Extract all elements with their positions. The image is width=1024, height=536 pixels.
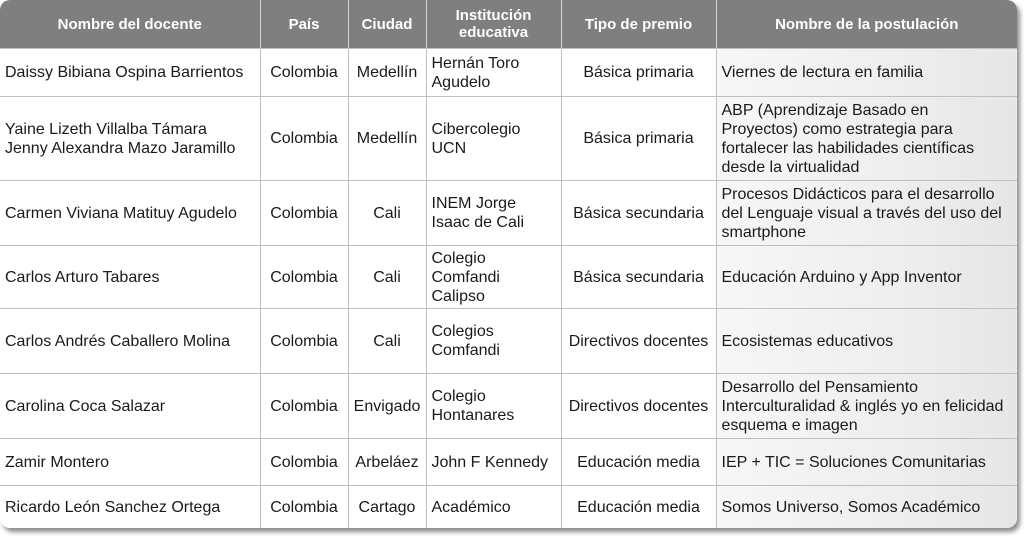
cell-institucion-line: Colegios bbox=[431, 323, 494, 340]
cell-postulacion-line: Educación Arduino y App Inventor bbox=[721, 268, 962, 286]
cell-premio: Básica secundaria bbox=[561, 246, 716, 309]
cell-postulacion-line: esquema e imagen bbox=[721, 416, 858, 434]
cell-institucion bbox=[426, 439, 561, 486]
cell-pais: Colombia bbox=[260, 439, 348, 486]
cell-docente-line: Carlos Arturo Tabares bbox=[5, 268, 160, 286]
cell-premio: Educación media bbox=[561, 486, 716, 529]
table-row bbox=[0, 439, 1017, 486]
cell-pais: Colombia bbox=[260, 374, 348, 439]
cell-institucion-line: Agudelo bbox=[431, 73, 491, 91]
cell-postulacion-line: Procesos Didácticos para el desarrollo bbox=[721, 185, 995, 203]
cell-docente bbox=[0, 374, 260, 439]
cell-postulacion-line: IEP + TIC = Soluciones Comunitarias bbox=[721, 453, 986, 471]
cell-postulacion bbox=[716, 439, 1017, 486]
cell-docente-line: Carlos Andrés Caballero Molina bbox=[5, 332, 230, 350]
header-postulacion: Nombre de la postulación bbox=[716, 0, 1017, 49]
table-row bbox=[0, 374, 1017, 439]
table-row bbox=[0, 309, 1017, 374]
cell-institucion bbox=[426, 246, 561, 309]
table-row bbox=[0, 97, 1017, 181]
cell-postulacion bbox=[716, 246, 1017, 309]
cell-docente bbox=[0, 246, 260, 309]
cell-institucion-line: Comfandi bbox=[431, 342, 500, 359]
cell-docente bbox=[0, 181, 260, 246]
cell-docente-line: Carmen Viviana Matituy Agudelo bbox=[5, 204, 237, 222]
cell-docente-line: Zamir Montero bbox=[5, 453, 110, 471]
cell-premio: Básica primaria bbox=[561, 97, 716, 181]
cell-institucion-line: Hontanares bbox=[431, 407, 515, 424]
cell-institucion-line: Cibercolegio bbox=[431, 120, 521, 138]
cell-postulacion bbox=[716, 309, 1017, 374]
table-header bbox=[0, 0, 1017, 49]
cell-institucion bbox=[426, 486, 561, 529]
cell-ciudad: Cartago bbox=[348, 486, 426, 529]
cell-postulacion-line: Proyectos) como estrategia para bbox=[721, 120, 953, 138]
cell-pais: Colombia bbox=[260, 309, 348, 374]
cell-institucion-line: Calipso bbox=[431, 287, 485, 305]
cell-institucion-line: Académico bbox=[431, 498, 511, 516]
cell-ciudad: Arbeláez bbox=[348, 439, 426, 486]
header-row bbox=[0, 0, 1017, 49]
cell-pais: Colombia bbox=[260, 246, 348, 309]
cell-docente-line: Carolina Coca Salazar bbox=[5, 397, 166, 415]
cell-postulacion bbox=[716, 181, 1017, 246]
cell-institucion-line: Hernán Toro bbox=[431, 54, 520, 72]
cell-premio: Directivos docentes bbox=[561, 309, 716, 374]
cell-postulacion bbox=[716, 374, 1017, 439]
cell-docente bbox=[0, 486, 260, 529]
cell-postulacion-line: Desarrollo del Pensamiento bbox=[721, 378, 919, 396]
cell-docente bbox=[0, 309, 260, 374]
header-docente: Nombre del docente bbox=[0, 0, 260, 49]
cell-institucion bbox=[426, 97, 561, 181]
cell-pais: Colombia bbox=[260, 97, 348, 181]
header-pais: País bbox=[260, 0, 348, 49]
cell-postulacion-line: Ecosistemas educativos bbox=[721, 332, 894, 350]
table-row bbox=[0, 486, 1017, 529]
cell-docente-line: Daissy Bibiana Ospina Barrientos bbox=[5, 64, 244, 81]
cell-premio: Educación media bbox=[561, 439, 716, 486]
cell-postulacion-line: Viernes de lectura en familia bbox=[721, 64, 924, 81]
cell-postulacion bbox=[716, 97, 1017, 181]
cell-institucion-line: UCN bbox=[431, 139, 467, 157]
cell-docente-line: Jenny Alexandra Mazo Jaramillo bbox=[5, 139, 236, 157]
cell-premio: Directivos docentes bbox=[561, 374, 716, 439]
cell-institucion bbox=[426, 49, 561, 97]
cell-postulacion-line: fortalecer las habilidades científicas bbox=[721, 139, 975, 157]
cell-pais: Colombia bbox=[260, 49, 348, 97]
cell-ciudad: Cali bbox=[348, 309, 426, 374]
cell-postulacion-line: Interculturalidad & inglés yo en felicidad bbox=[721, 397, 1004, 415]
cell-ciudad: Envigado bbox=[348, 374, 426, 439]
cell-postulacion-line: del Lenguaje visual a través del uso del bbox=[721, 204, 1002, 222]
cell-docente bbox=[0, 49, 260, 97]
cell-institucion-line: Colegio bbox=[431, 388, 486, 405]
cell-docente-line: Yaine Lizeth Villalba Támara bbox=[5, 120, 207, 138]
table-row bbox=[0, 181, 1017, 246]
cell-pais: Colombia bbox=[260, 486, 348, 529]
table-row bbox=[0, 49, 1017, 97]
cell-ciudad: Medellín bbox=[348, 49, 426, 97]
cell-postulacion bbox=[716, 486, 1017, 529]
cell-ciudad: Cali bbox=[348, 181, 426, 246]
header-premio: Tipo de premio bbox=[561, 0, 716, 49]
cell-postulacion-line: Somos Universo, Somos Académico bbox=[721, 498, 981, 516]
cell-institucion-line: Colegio bbox=[431, 249, 486, 267]
cell-institucion bbox=[426, 181, 561, 246]
header-ciudad: Ciudad bbox=[348, 0, 426, 49]
cell-docente bbox=[0, 439, 260, 486]
cell-institucion-line: Comfandi bbox=[431, 268, 500, 286]
cell-institucion-line: Isaac de Cali bbox=[431, 214, 524, 231]
cell-postulacion-line: ABP (Aprendizaje Basado en bbox=[721, 101, 929, 119]
table-body bbox=[0, 49, 1017, 529]
cell-institucion bbox=[426, 374, 561, 439]
cell-premio: Básica primaria bbox=[561, 49, 716, 97]
cell-postulacion-line: desde la virtualidad bbox=[721, 158, 860, 176]
cell-institucion-line: INEM Jorge bbox=[431, 195, 516, 212]
cell-ciudad: Medellín bbox=[348, 97, 426, 181]
table-row bbox=[0, 246, 1017, 309]
cell-institucion-line: John F Kennedy bbox=[431, 453, 549, 471]
header-institucion bbox=[426, 0, 561, 49]
cell-ciudad: Cali bbox=[348, 246, 426, 309]
cell-premio: Básica secundaria bbox=[561, 181, 716, 246]
cell-docente-line: Ricardo León Sanchez Ortega bbox=[5, 498, 221, 516]
cell-postulacion-line: smartphone bbox=[721, 223, 806, 241]
cell-pais: Colombia bbox=[260, 181, 348, 246]
cell-institucion bbox=[426, 309, 561, 374]
cell-docente bbox=[0, 97, 260, 181]
header-institucion-line2: educativa bbox=[458, 24, 529, 41]
cell-postulacion bbox=[716, 49, 1017, 97]
header-institucion-line1: Institución bbox=[455, 7, 532, 24]
